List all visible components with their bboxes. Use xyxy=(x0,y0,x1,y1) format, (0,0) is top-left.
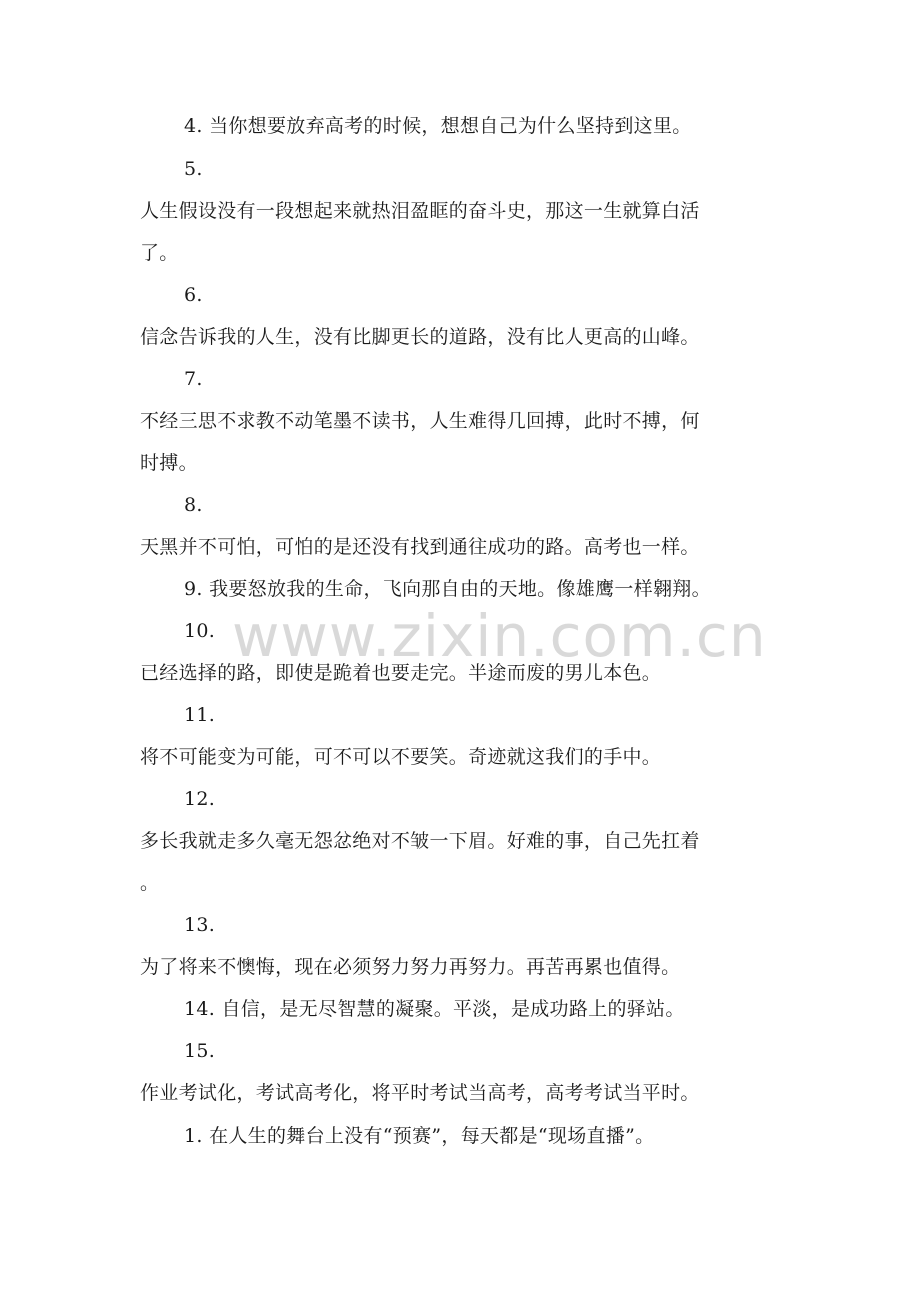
item-5-text-line-2: 了。 xyxy=(140,242,179,264)
item-13-number: 13. xyxy=(184,914,216,936)
item-15-number: 15. xyxy=(184,1040,216,1062)
item-14-text: 14. 自信，是无尽智慧的凝聚。平淡，是成功路上的驿站。 xyxy=(184,998,685,1020)
item-13-text: 为了将来不懊悔，现在必须努力努力再努力。再苦再累也值得。 xyxy=(140,956,681,978)
item-11-text: 将不可能变为可能，可不可以不要笑。奇迹就这我们的手中。 xyxy=(140,746,662,768)
item-11-number: 11. xyxy=(184,704,216,726)
item-12-number: 12. xyxy=(184,788,216,810)
item-8-text: 天黑并不可怕，可怕的是还没有找到通往成功的路。高考也一样。 xyxy=(140,536,700,558)
item-7-text-line-1: 不经三思不求教不动笔墨不读书，人生难得几回搏，此时不搏，何 xyxy=(140,410,700,432)
item-6-number: 6. xyxy=(184,284,203,306)
item-7-text-line-2: 时搏。 xyxy=(140,452,198,474)
item-10-text: 已经选择的路，即使是跪着也要走完。半途而废的男儿本色。 xyxy=(140,662,662,684)
item-7-number: 7. xyxy=(184,368,203,390)
item-12-text-line-2: 。 xyxy=(140,872,160,894)
item-8-number: 8. xyxy=(184,494,203,516)
item-15-text: 作业考试化，考试高考化，将平时考试当高考，高考考试当平时。 xyxy=(140,1082,700,1104)
item-5-text-line-1: 人生假设没有一段想起来就热泪盈眶的奋斗史，那这一生就算白活 xyxy=(140,200,700,222)
item-1-text: 1. 在人生的舞台上没有“预赛”，每天都是“现场直播”。 xyxy=(184,1125,655,1147)
item-5-number: 5. xyxy=(184,158,203,180)
item-9-text: 9. 我要怒放我的生命，飞向那自由的天地。像雄鹰一样翱翔。 xyxy=(184,578,711,600)
site-watermark: www.zixin.com.cn xyxy=(232,602,767,670)
item-10-number: 10. xyxy=(184,620,216,642)
item-4-text: 4. 当你想要放弃高考的时候，想想自己为什么坚持到这里。 xyxy=(184,115,692,137)
item-12-text-line-1: 多长我就走多久毫无怨忿绝对不皱一下眉。好难的事，自己先扛着 xyxy=(140,830,700,852)
item-6-text: 信念告诉我的人生，没有比脚更长的道路，没有比人更高的山峰。 xyxy=(140,326,700,348)
